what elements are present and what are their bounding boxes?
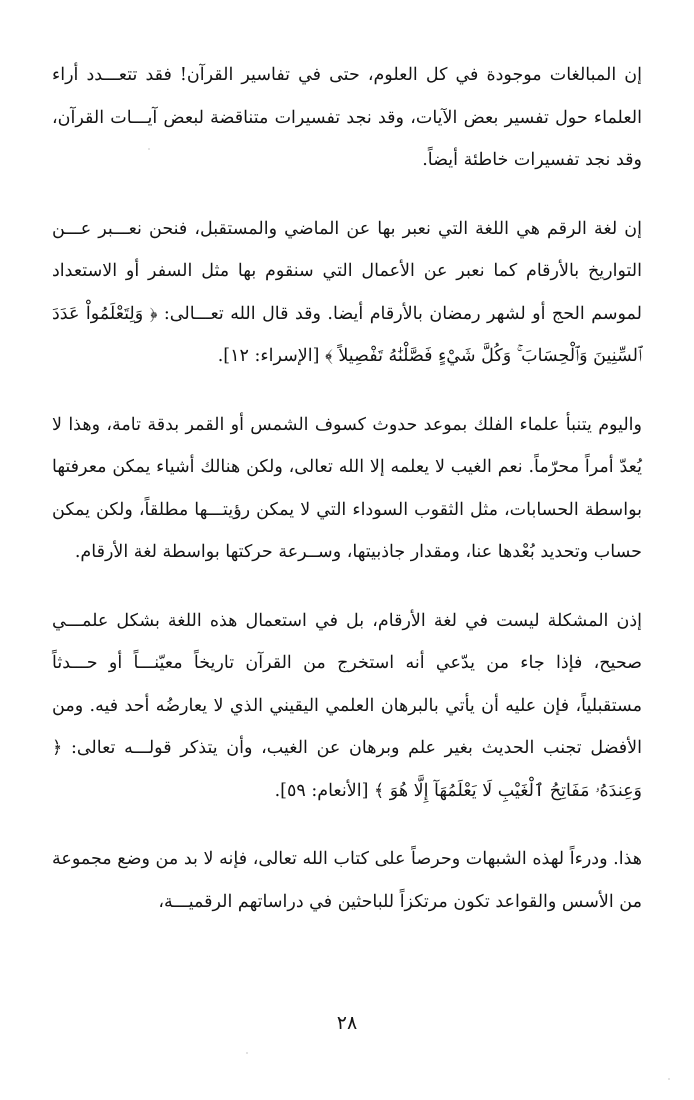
book-page <box>52 54 642 1060</box>
paragraph-4: إذن المشكلة ليست في لغة الأرقام، بل في استعمال هذه اللغة بشكل علمـــي صحيح، فإذا جاء من يدّعي أنه استخرج من القرآن تاريخاً معيّنـــاً أو حـــدثاً مستقبلياً، فإن عليه أن يأتي بالبرهان العلمي اليقيني الذي لا يعارضُه أحد فيه. ومن الأفضل تجنب الحديث بغير علم وبرهان عن الغيب، وأن يتذكر قولـــه تعالى: ﴿ وَعِندَهُۥ مَفَاتِحُ ٱلْغَيْبِ لَا يَعْلَمُهَآ إِلَّا هُوَ ﴾ [الأنعام: ٥٩]. <box>52 610 642 801</box>
scan-speck <box>148 148 150 150</box>
page-number: ٢٨ <box>336 1012 358 1034</box>
scan-speck <box>246 1052 248 1054</box>
paragraph-3: واليوم يتنبأ علماء الفلك بموعد حدوث كسوف الشمس أو القمر بدقة تامة، وهذا لا يُعدّ أمراً محرّماً. نعم الغيب لا يعلمه إلا الله تعالى، ولكن هنالك أشياء يمكن معرفتها بواسطة الحسابات، مثل الثقوب السوداء التي لا يمكن رؤيتـــها مطلقاً، ولكن يمكن حساب وتحديد بُعْدها عنا، ومقدار جاذبيتها، وســرعة حركتها بواسطة لغة الأرقام. <box>52 414 642 562</box>
paragraph-1: إن المبالغات موجودة في كل العلوم، حتى في تفاسير القرآن! فقد تتعـــدد أراء العلماء حول تفسير بعض الآيات، وقد نجد تفسيرات متناقضة لبعض آيـــات القرآن، وقد نجد تفسيرات خاطئة أيضاً. <box>52 65 642 170</box>
paragraph-5: هذا. ودرءاً لهذه الشبهات وحرصاً على كتاب الله تعالى، فإنه لا بد من وضع مجموعة من الأسس والقواعد تكون مرتكزاً للباحثين في دراساتهم الرقميـــة، <box>52 849 642 912</box>
scan-speck <box>668 1078 670 1080</box>
paragraph-2: إن لغة الرقم هي اللغة التي نعبر بها عن الماضي والمستقبل، فنحن نعـــبر عـــن التواريخ بالأرقام كما نعبر عن الأعمال التي سنقوم بها مثل السفر أو الاستعداد لموسم الحج أو لشهر رمضان بالأرقام أيضا. وقد قال الله تعـــالى: ﴿ وَلِتَعْلَمُواْ عَدَدَ ٱلسِّنِينَ وَٱلْحِسَابَ ۚ وَكُلَّ شَيْءٍ فَصَّلْنَٰهُ تَفْصِيلاً ﴾ [الإسراء: ١٢]. <box>52 218 642 366</box>
